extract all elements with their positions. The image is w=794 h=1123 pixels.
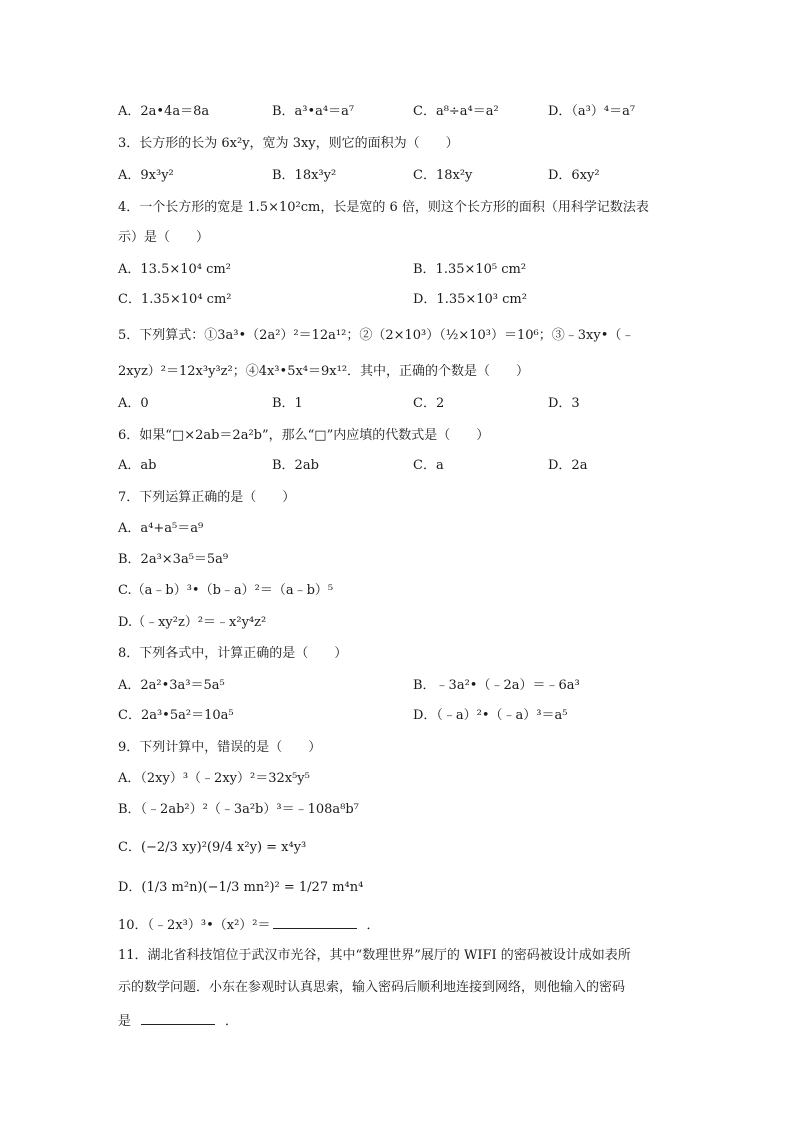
q3-option-c: C．18x²y xyxy=(413,168,473,183)
q11-answer-blank[interactable] xyxy=(141,1012,215,1025)
q4-stem-line1: 4．一个长方形的宽是 1.5×10²cm，长是宽的 6 倍，则这个长方形的面积（用科学记数法表 xyxy=(118,200,649,215)
q6-option-b: B．2ab xyxy=(272,458,319,473)
q5-option-a: A．0 xyxy=(118,396,149,411)
q5-option-c: C．2 xyxy=(413,396,445,411)
q11-stem-row3 xyxy=(118,1012,238,1030)
q6-option-c: C．a xyxy=(413,458,444,473)
q5-stem-line1: 5．下列算式：①3a³•（2a²）²＝12a¹²；②（2×10³）（½×10³）＝10⁶；③﹣3xy•（﹣ xyxy=(118,328,635,343)
q3-stem: 3．长方形的长为 6x²y，宽为 3xy，则它的面积为（ ） xyxy=(118,136,459,151)
q8-option-a: A．2a²•3a³＝5a⁵ xyxy=(118,678,225,693)
q8-stem: 8．下列各式中，计算正确的是（ ） xyxy=(118,646,348,661)
q4-option-b: B．1.35×10⁵ cm² xyxy=(413,262,527,277)
q7-option-d: D.（﹣xy²z）²＝﹣x²y⁴z² xyxy=(118,615,267,630)
q2-option-d: D．（a³）⁴＝a⁷ xyxy=(548,104,636,119)
q9-option-d: D．(1/3 m²n)(−1/3 mn²)² = 1/27 m⁴n⁴ xyxy=(118,880,364,895)
q11-stem-line2: 示的数学问题．小东在参观时认真思索，输入密码后顺利地连接到网络，则他输入的密码 xyxy=(118,980,626,995)
q10-end-mark: ． xyxy=(366,918,380,933)
q3-option-d: D．6xy² xyxy=(548,168,600,183)
q9-stem: 9．下列计算中，错误的是（ ） xyxy=(118,740,322,755)
q6-option-d: D．2a xyxy=(548,458,588,473)
q10-stem: 10．（﹣2x³）³•（x²）²＝ xyxy=(118,918,271,933)
q9-option-c: C．(−2/3 xy)²(9/4 x²y) = x⁴y³ xyxy=(118,840,307,855)
q4-option-d: D．1.35×10³ cm² xyxy=(413,292,527,307)
q11-end-mark: ． xyxy=(225,1014,239,1029)
q3-option-b: B．18x³y² xyxy=(272,168,337,183)
q5-option-d: D．3 xyxy=(548,396,580,411)
q7-option-b: B．2a³×3a⁵＝5a⁹ xyxy=(118,552,229,567)
q10-stem-row xyxy=(118,916,380,934)
q2-option-c: C．a⁸÷a⁴＝a² xyxy=(413,104,499,119)
q3-option-a: A．9x³y² xyxy=(118,168,174,183)
q2-option-a: A．2a•4a＝8a xyxy=(118,104,210,119)
q7-option-c: C.（a﹣b）³•（b﹣a）²＝（a﹣b）⁵ xyxy=(118,583,334,598)
q10-answer-blank[interactable] xyxy=(273,916,357,929)
q7-stem: 7．下列运算正确的是（ ） xyxy=(118,490,296,505)
q11-stem-line1: 11．湖北省科技馆位于武汉市光谷，其中“数理世界”展厅的 WIFI 的密码被设计成如表所 xyxy=(118,948,631,963)
q6-stem: 6．如果“□×2ab＝2a²b”，那么“□”内应填的代数式是（ ） xyxy=(118,428,490,443)
q6-option-a: A．ab xyxy=(118,458,157,473)
q8-option-b: B．﹣3a²•（﹣2a）＝﹣6a³ xyxy=(413,678,580,693)
q4-stem-line2: 示）是（ ） xyxy=(118,230,210,245)
q9-option-a: A．（2xy）³（﹣2xy）²＝32x⁵y⁵ xyxy=(118,771,310,786)
q9-option-b: B．（﹣2ab²）²（﹣3a²b）³＝﹣108a⁸b⁷ xyxy=(118,802,359,817)
q8-option-d: D．（﹣a）²•（﹣a）³＝a⁵ xyxy=(413,708,568,723)
q5-stem-line2: 2xyz）²＝12x³y³z²；④4x³•5x⁴＝9x¹²．其中，正确的个数是（ ） xyxy=(118,364,530,379)
q4-option-c: C．1.35×10⁴ cm² xyxy=(118,292,232,307)
q11-stem-line3: 是 xyxy=(118,1014,132,1029)
q4-option-a: A．13.5×10⁴ cm² xyxy=(118,262,231,277)
q8-option-c: C．2a³•5a²＝10a⁵ xyxy=(118,708,234,723)
q2-option-b: B．a³•a⁴＝a⁷ xyxy=(272,104,355,119)
q5-option-b: B．1 xyxy=(272,396,303,411)
q7-option-a: A．a⁴+a⁵＝a⁹ xyxy=(118,521,204,536)
